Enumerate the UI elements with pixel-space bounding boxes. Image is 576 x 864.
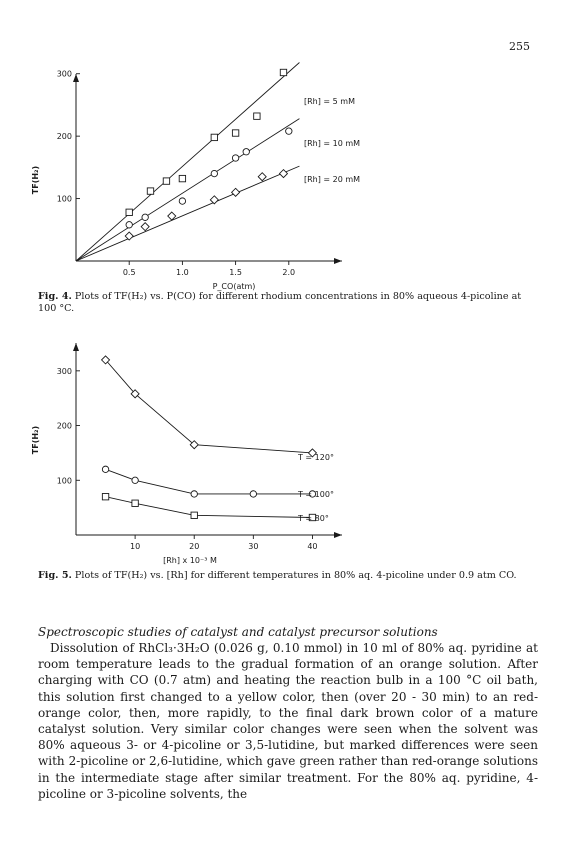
data-point [191,491,197,497]
data-point [132,477,138,483]
y-tick-label: 100 [56,194,72,204]
y-tick-label: 200 [56,421,72,431]
figure-4-caption-text: Plots of TF(H₂) vs. P(CO) for different rhodium concentrations in 80% aqueous 4-picoline at 100 °C. [38,291,522,314]
series-label: [Rh] = 20 mM [304,175,361,184]
page-number: 255 [509,40,530,53]
section-heading: Spectroscopic studies of catalyst and catalyst precursor solutions [38,625,438,639]
series-label: [Rh] = 5 mM [304,97,355,106]
series-label: [Rh] = 10 mM [304,139,361,148]
x-tick-label: 30 [248,542,259,551]
series-label: T = 80° [298,514,329,523]
x-tick-label: 10 [130,542,141,551]
series-2 [102,466,315,497]
series-1 [102,356,317,457]
x-tick-label: 2.0 [282,268,296,277]
figure-5-caption-label: Fig. 5. [38,570,72,581]
y-tick-label: 300 [56,366,72,376]
figure-4-caption-label: Fig. 4. [38,291,72,302]
x-tick-label: 20 [189,542,200,551]
series-line [106,360,313,453]
data-point [191,512,197,518]
data-point [102,493,108,499]
y-tick-label: 200 [56,132,72,142]
x-tick-label: 40 [307,542,318,551]
body-paragraph: Dissolution of RhCl₃·3H₂O (0.026 g, 0.10 mmol) in 10 ml of 80% aq. pyridine at room temperature leads to the gradual formation of an orange solution. After charging with CO (0.7 atm) and heating the reaction bulb in a 100 °C oil bath, this solution first changed to a yellow color, then (over 20 - 30 min) to an red-orange color, then, more rapidly, to the final dark brown color of a mature catalyst solution. Very similar color changes were seen when the solvent was 80% aqueous 3- or 4-picoline or 3,5-lutidine, but marked differences were seen with 2-picoline or 2,6-lutidine, which gave green rather than red-orange solutions in the intermediate stage after similar treatment. For the 80% aq. pyridine, 4-picoline or 3-picoline solvents, the [38,641,538,801]
x-axis-arrow [334,532,342,538]
x-tick-label: 1.0 [176,268,189,277]
series-label: T = 100° [298,490,334,499]
y-tick-label: 100 [56,476,72,486]
figure-5-caption [38,570,538,582]
y-axis-arrow [73,343,79,351]
x-tick-label: 0.5 [122,268,136,277]
data-point [132,500,138,506]
figure-5-caption-text: Plots of TF(H₂) vs. [Rh] for different temperatures in 80% aq. 4-picoline under 0.9 atm CO. [74,570,517,581]
series-label: T = 120° [298,453,334,462]
x-tick-label: 1.5 [229,268,242,277]
data-point [250,491,256,497]
series-3 [102,493,315,520]
data-point [102,466,108,472]
x-axis-label: P_CO(atm) [212,282,256,291]
y-axis-label: TF(H₂) [31,165,40,195]
y-axis-label: TF(H₂) [31,425,40,455]
y-tick-label: 300 [56,69,72,79]
x-axis-label: [Rh] x 10⁻³ M [163,556,217,565]
